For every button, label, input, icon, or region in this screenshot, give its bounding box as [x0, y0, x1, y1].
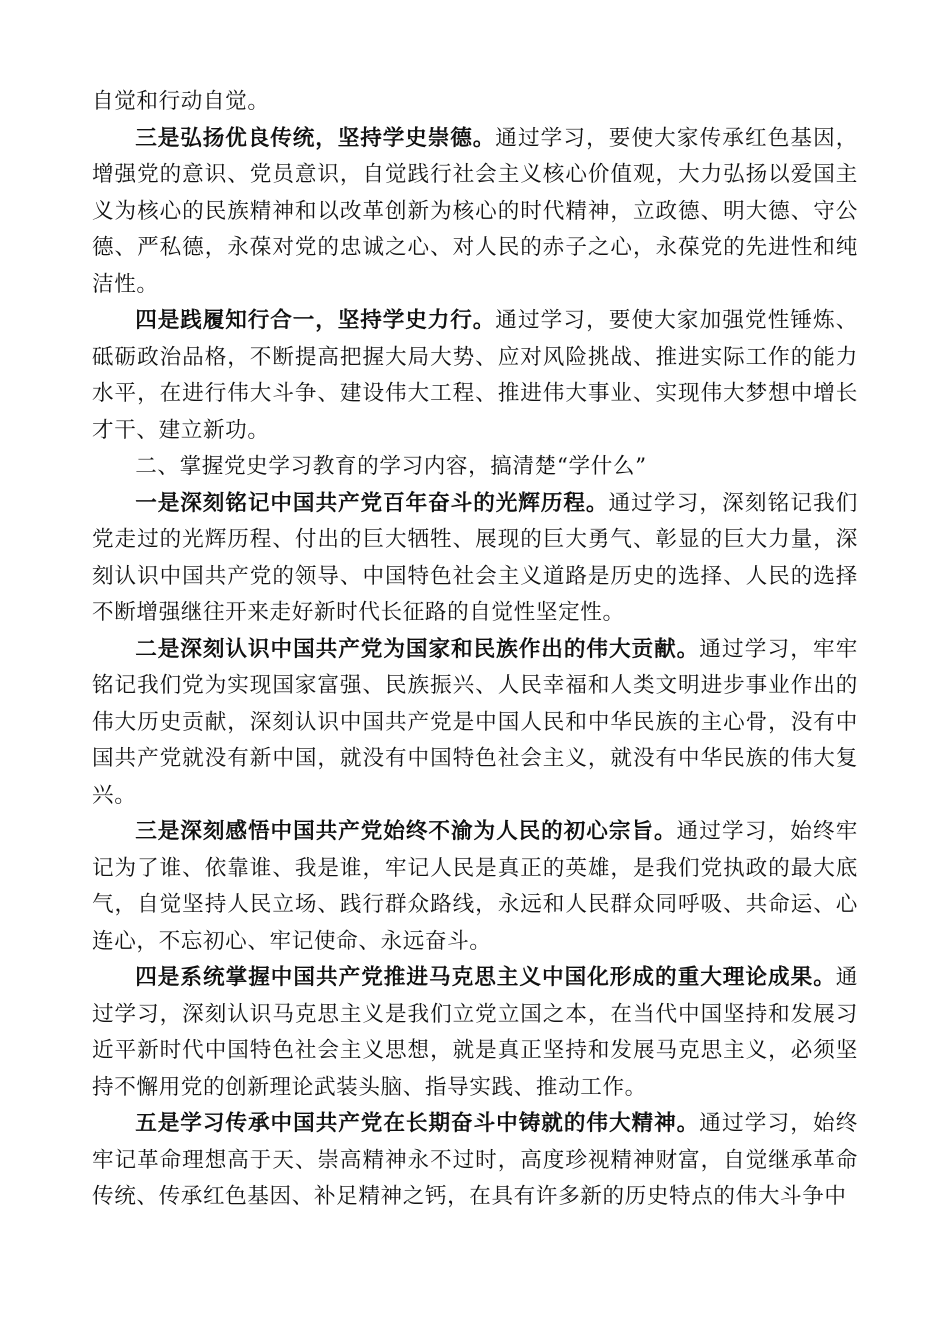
section-heading-text: 二、掌握党史学习教育的学习内容，搞清楚“学什么” [135, 454, 647, 479]
paragraph-continuation [92, 84, 858, 121]
paragraph-text: 通过学习，深刻认识马克思主义是我们立党立国之本，在当代中国坚持和发展习近平新时代中国特色社会主义思想，就是真正坚持和发展马克思主义，必须坚持不懈用党的创新理论武装头脑、指导实践、推动工作。 [92, 965, 858, 1100]
paragraph-lead: 三是深刻感悟中国共产党始终不渝为人民的初心宗旨。 [135, 819, 677, 844]
paragraph-lead: 三是弘扬优良传统，坚持学史崇德。 [135, 125, 496, 151]
paragraph-lead: 五是学习传承中国共产党在长期奋斗中铸就的伟大精神。 [135, 1111, 700, 1136]
paragraph-text: 自觉和行动自觉。 [92, 89, 270, 114]
paragraph-lead: 一是深刻铭记中国共产党百年奋斗的光辉历程。 [135, 490, 609, 516]
paragraph-content-one [92, 486, 858, 632]
document-page [92, 84, 858, 1216]
paragraph-third-point [92, 121, 858, 304]
paragraph-text: 通过学习，要使大家加强党性锤炼、砥砺政治品格，不断提高把握大局大势、应对风险挑战、推进实际工作的能力水平，在进行伟大斗争、建设伟大工程、推进伟大事业、实现伟大梦想中增长才干、建立新功。 [92, 308, 858, 443]
section-heading [92, 449, 858, 486]
paragraph-content-five [92, 1106, 858, 1216]
paragraph-text: 通过学习，深刻铭记我们党走过的光辉历程、付出的巨大牺牲、展现的巨大勇气、彰显的巨大力量，深刻认识中国共产党的领导、中国特色社会主义道路是历史的选择、人民的选择不断增强继往开来走好新时代长征路的自觉性坚定性。 [92, 490, 858, 625]
paragraph-lead: 四是践履知行合一，坚持学史力行。 [135, 308, 496, 333]
paragraph-text: 通过学习，始终牢记为了谁、依靠谁、我是谁，牢记人民是真正的英雄，是我们党执政的最大底气，自觉坚持人民立场、践行群众路线，永远和人民群众同呼吸、共命运、心连心，不忘初心、牢记使命、永远奋斗。 [92, 819, 858, 954]
paragraph-text: 通过学习，始终牢记革命理想高于天、崇高精神永不过时，高度珍视精神财富，自觉继承革命传统、传承红色基因、补足精神之钙，在具有许多新的历史特点的伟大斗争中 [92, 1111, 858, 1209]
paragraph-content-two [92, 632, 858, 815]
paragraph-content-three [92, 814, 858, 960]
paragraph-lead: 二是深刻认识中国共产党为国家和民族作出的伟大贡献。 [135, 636, 700, 662]
paragraph-content-four [92, 960, 858, 1106]
paragraph-lead: 四是系统掌握中国共产党推进马克思主义中国化形成的重大理论成果。 [135, 965, 836, 990]
paragraph-fourth-point [92, 303, 858, 449]
paragraph-text: 通过学习，牢牢铭记我们党为实现国家富强、民族振兴、人民幸福和人类文明进步事业作出的伟大历史贡献，深刻认识中国共产党是中国人民和中华民族的主心骨，没有中国共产党就没有新中国，就没有中国特色社会主义，就没有中华民族的伟大复兴。 [92, 636, 858, 808]
paragraph-text: 通过学习，要使大家传承红色基因，增强党的意识、党员意识，自觉践行社会主义核心价值观，大力弘扬以爱国主义为核心的民族精神和以改革创新为核心的时代精神，立政德、明大德、守公德、严私德，永葆对党的忠诚之心、对人民的赤子之心，永葆党的先进性和纯洁性。 [92, 125, 858, 297]
